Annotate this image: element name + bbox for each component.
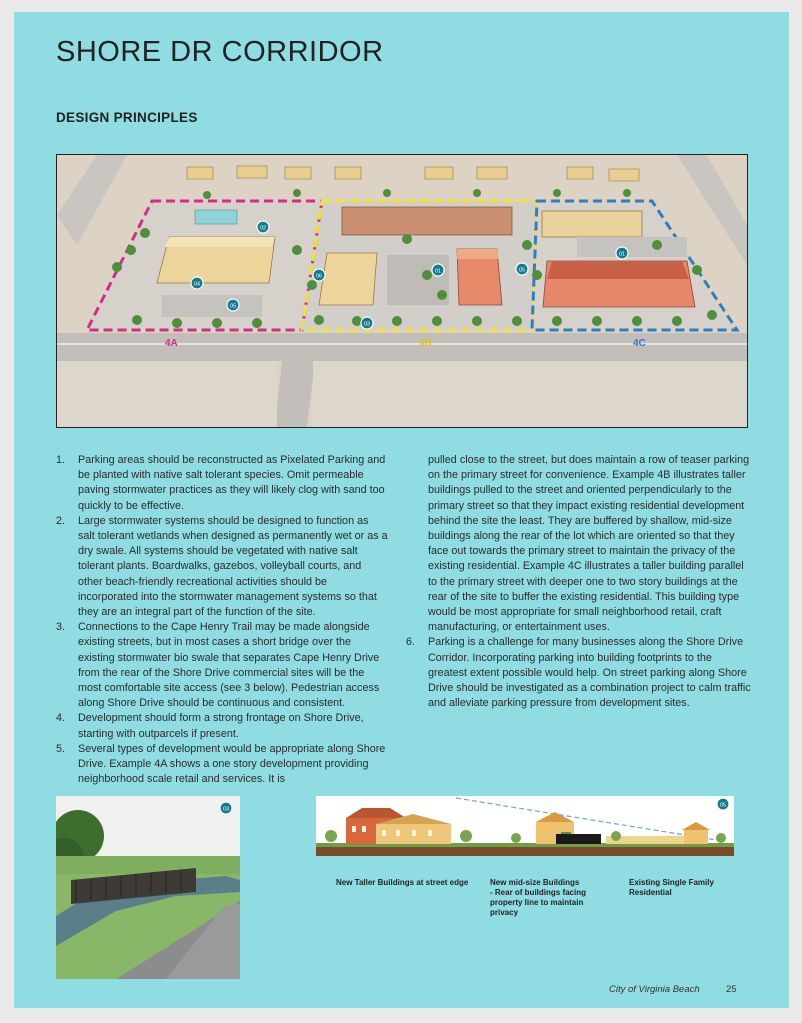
bridge-photo bbox=[56, 796, 240, 979]
text-column-right bbox=[406, 453, 751, 711]
list-text: Parking areas should be reconstructed as Pixelated Parking and be planted with native salt tolerant species. Omit permeable paving stormwater practices as they will likely clog with sand too quickly to be effective. bbox=[78, 454, 386, 512]
site-plan-drawing bbox=[57, 155, 747, 427]
section-badge: 05 bbox=[719, 802, 727, 809]
list-text: Connections to the Cape Henry Trail may be made alongside existing streets, but in most cases a short bridge over the existing stormwater bio swale that separates Cape Henry Drive from the rear of the Shore Drive commercial sites will be the most comfortable site access (see 3 below). Pedestrian access along Shore Drive should be continuous and consistent. bbox=[78, 621, 380, 710]
list-item bbox=[56, 453, 388, 514]
principles-list-continued bbox=[406, 635, 751, 711]
text-column-left bbox=[56, 453, 388, 787]
list-text: Parking is a challenge for many businesses along the Shore Drive Corridor. Incorporating parking into building footprints to the greatest extent possible would help. On street parking along Shore Drive should be investigated as a combination project to calm traffic and alleviate parking pressure from development sites. bbox=[428, 636, 751, 710]
page-number: 25 bbox=[726, 984, 737, 995]
badge-label: 01 bbox=[618, 251, 626, 258]
list-item bbox=[406, 635, 751, 711]
list-item bbox=[56, 620, 388, 711]
bridge-photo-image bbox=[56, 796, 240, 979]
list-number: 4. bbox=[56, 712, 66, 725]
badge-label: 02 bbox=[259, 225, 267, 232]
section-drawing bbox=[316, 796, 734, 856]
caption-taller-buildings: New Taller Buildings at street edge bbox=[336, 878, 469, 887]
badge-label: 05 bbox=[229, 303, 237, 310]
badge-label: 06 bbox=[315, 273, 323, 280]
site-plan-illustration bbox=[56, 154, 748, 428]
list-text-continuation: pulled close to the street, but does maintain a row of teaser parking on the primary street for convenience. Example 4B illustrates taller buildings pulled to the street and oriented perpendicularly to the primary street so that they impact existing residential development behind the site the least. They are buffered by shallow, mid-size buildings along the rear of the lot which are oriented so that they face out towards the primary street to maintain the privacy of the existing residential. Example 4C illustrates a taller building parallel to the primary street with deeper one to two story buildings at the rear of the site to buffer the existing residential. This building type would be most appropriate for small neighborhood retail, craft manufacturing, or entertainment uses. bbox=[428, 454, 750, 634]
photo-badge: 03 bbox=[222, 806, 230, 813]
list-number: 3. bbox=[56, 621, 66, 634]
caption-existing-residential: Existing Single Family Residential bbox=[629, 878, 714, 897]
zone-label-4a: 4A bbox=[165, 338, 178, 349]
document-page bbox=[14, 12, 789, 1008]
zone-label-4c: 4C bbox=[633, 338, 646, 349]
badge-label: 05 bbox=[518, 267, 526, 274]
list-text: Development should form a strong frontage on Shore Drive, starting with outparcels if present. bbox=[78, 712, 364, 740]
list-number: 1. bbox=[56, 454, 66, 466]
list-item bbox=[56, 514, 388, 620]
badge-label: 04 bbox=[193, 281, 201, 288]
badge-label: 01 bbox=[434, 268, 442, 275]
list-item bbox=[56, 742, 388, 788]
list-text: Large stormwater systems should be designed to function as salt tolerant wetlands when designed as permanently wet or as a dry swale. All systems should be vegetated with native salt tolerant plants. Boardwalks, gazebos, volleyball courts, and other beach-friendly recreational activities should be incorporated into the stormwater management systems so that they are an integral part of the function of the site. bbox=[78, 514, 388, 619]
list-item bbox=[56, 711, 388, 741]
principles-list bbox=[56, 453, 388, 787]
list-text: Several types of development would be appropriate along Shore Drive. Example 4A shows a one story development providing neighborhood scale retail and services. It is bbox=[78, 742, 386, 786]
section-heading: DESIGN PRINCIPLES bbox=[56, 110, 198, 125]
footer-source: City of Virginia Beach bbox=[609, 984, 700, 995]
page-title: SHORE DR CORRIDOR bbox=[56, 36, 384, 68]
section-illustration bbox=[316, 796, 734, 856]
list-number: 5. bbox=[56, 742, 66, 755]
badge-label: 03 bbox=[363, 321, 371, 328]
caption-mid-size-buildings: New mid-size Buildings - Rear of buildings facing property line to maintain privacy bbox=[490, 878, 587, 917]
list-number: 6. bbox=[406, 636, 416, 649]
zone-label-4b: 4B bbox=[419, 338, 432, 349]
list-number: 2. bbox=[56, 514, 66, 527]
